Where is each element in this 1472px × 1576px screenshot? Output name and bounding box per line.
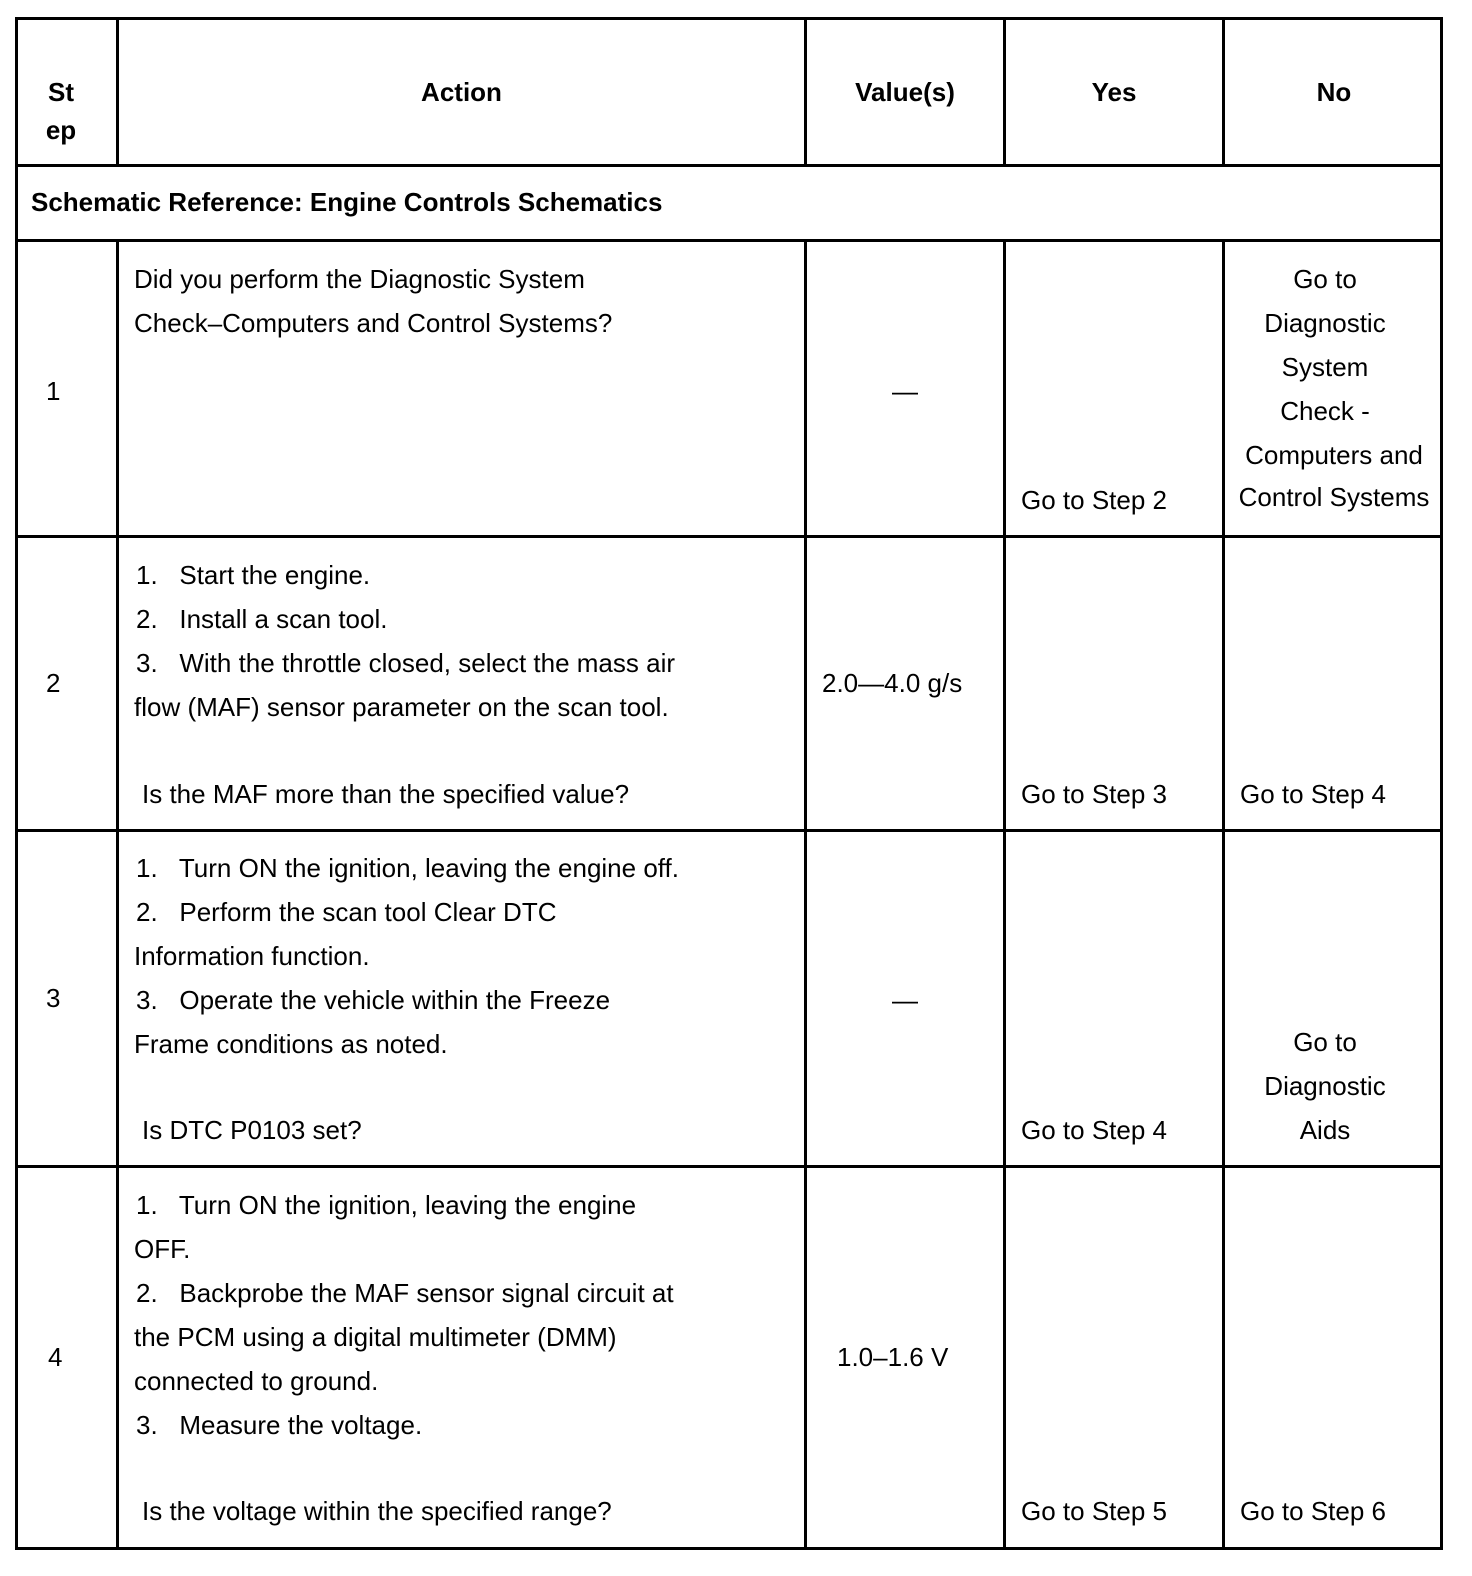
row-1-no-2: Diagnostic — [1264, 308, 1386, 338]
row-2-action-2: 2. Install a scan tool. — [136, 604, 388, 634]
row-1-no-4: Check - — [1280, 396, 1370, 426]
row-4-action-6: 3. Measure the voltage. — [136, 1410, 423, 1440]
col-rule-step — [116, 239, 119, 1547]
row-2-question: Is the MAF more than the specified value? — [142, 779, 630, 809]
col-rule-action — [804, 239, 807, 1547]
row-4-action-4: the PCM using a digital multimeter (DMM) — [134, 1322, 617, 1352]
row-1-action-1: Did you perform the Diagnostic System — [134, 264, 585, 294]
row-2-value: 2.0—4.0 g/s — [822, 668, 963, 698]
row-2-yes: Go to Step 3 — [1021, 779, 1167, 809]
header-values: Value(s) — [855, 77, 955, 107]
row-2-action-3: 3. With the throttle closed, select the mass air — [136, 648, 676, 678]
row-1-no-1: Go to — [1293, 264, 1357, 294]
row-3-value: — — [892, 985, 918, 1015]
row-1-step: 1 — [46, 376, 61, 406]
rule-schematic — [18, 239, 1440, 242]
row-3-action-4: 3. Operate the vehicle within the Freeze — [136, 985, 611, 1015]
row-1-no-6: Control Systems — [1238, 482, 1430, 512]
row-2-action-4: flow (MAF) sensor parameter on the scan tool. — [134, 692, 669, 722]
schematic-reference: Schematic Reference: Engine Controls Schematics — [31, 187, 663, 217]
row-3-step: 3 — [46, 983, 61, 1013]
rule-row-2 — [18, 829, 1440, 832]
header-action: Action — [421, 77, 502, 107]
row-3-no-2: Diagnostic — [1264, 1071, 1386, 1101]
row-4-question: Is the voltage within the specified range? — [142, 1496, 612, 1526]
row-4-step: 4 — [48, 1342, 63, 1372]
rule-row-3 — [18, 1165, 1440, 1168]
row-1-no-5: Computers and — [1245, 440, 1423, 470]
row-4-action-2: OFF. — [134, 1234, 191, 1264]
rule-row-1 — [18, 535, 1440, 538]
row-1-yes: Go to Step 2 — [1021, 485, 1167, 515]
header-yes: Yes — [1091, 77, 1137, 107]
row-4-action-3: 2. Backprobe the MAF sensor signal circuit at — [136, 1278, 674, 1308]
row-3-action-1: 1. Turn ON the ignition, leaving the engine off. — [136, 853, 679, 883]
row-3-action-3: Information function. — [134, 941, 370, 971]
row-3-no-3: Aids — [1299, 1115, 1351, 1145]
header-step — [42, 73, 80, 149]
row-3-question: Is DTC P0103 set? — [142, 1115, 362, 1145]
col-rule-value — [1003, 239, 1006, 1547]
row-4-action-1: 1. Turn ON the ignition, leaving the engine — [136, 1190, 637, 1220]
row-4-value: 1.0–1.6 V — [837, 1342, 949, 1372]
diagnostic-table — [15, 17, 1443, 1550]
row-2-step: 2 — [46, 668, 61, 698]
row-2-action-1: 1. Start the engine. — [136, 560, 371, 590]
header-step-line1: St — [48, 77, 74, 107]
row-2-no: Go to Step 4 — [1240, 779, 1386, 809]
row-3-action-2: 2. Perform the scan tool Clear DTC — [136, 897, 557, 927]
row-4-no: Go to Step 6 — [1240, 1496, 1386, 1526]
header-step-line2: ep — [45, 115, 77, 145]
row-4-yes: Go to Step 5 — [1021, 1496, 1167, 1526]
row-1-no-3: System — [1281, 352, 1369, 382]
rule-header — [18, 164, 1440, 167]
header-no: No — [1316, 77, 1352, 107]
row-3-action-5: Frame conditions as noted. — [134, 1029, 448, 1059]
row-4-action-5: connected to ground. — [134, 1366, 379, 1396]
row-3-yes: Go to Step 4 — [1021, 1115, 1167, 1145]
row-3-no-1: Go to — [1293, 1027, 1357, 1057]
row-1-action-2: Check–Computers and Control Systems? — [134, 308, 613, 338]
row-1-value: — — [892, 376, 918, 406]
